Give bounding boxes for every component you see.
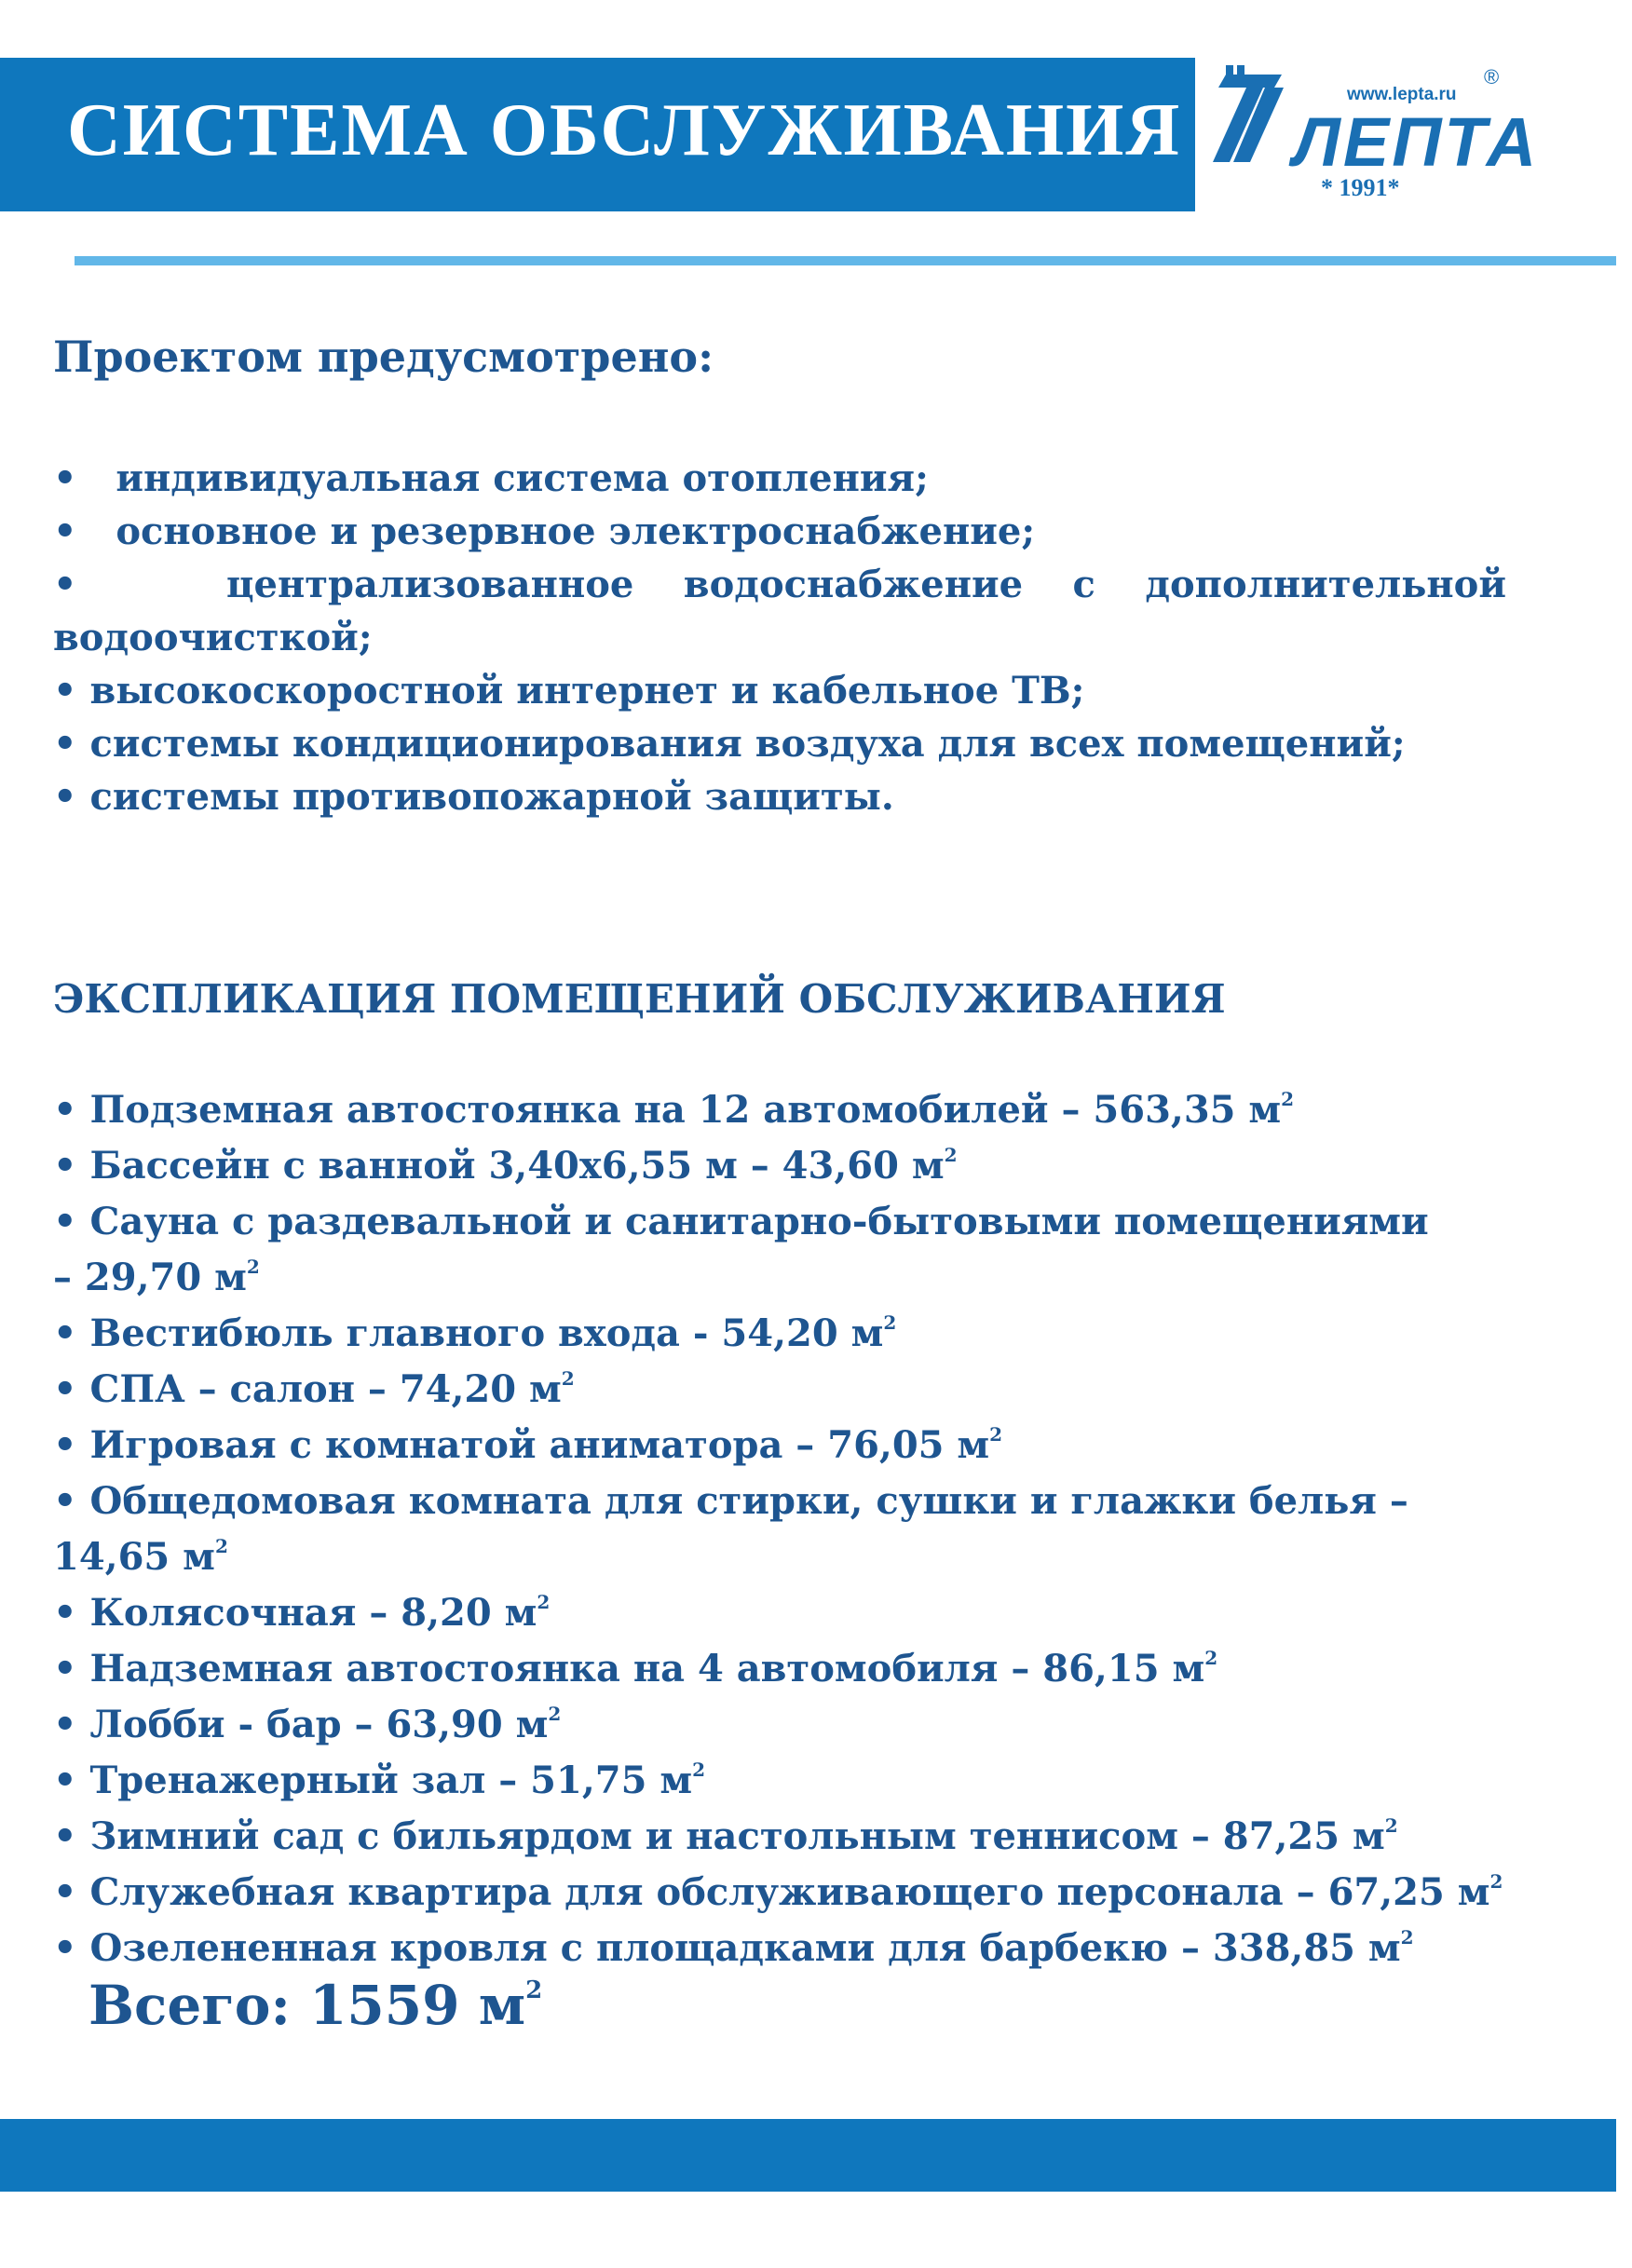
list-item: • индивидуальная система отопления;	[53, 456, 929, 500]
list-item: • Служебная квартира для обслуживающего персонала – 67,25 $м^2$	[53, 1870, 1503, 1914]
logo-year: * 1991*	[1321, 174, 1400, 201]
list-item: • Надземная автостоянка на 4 автомобиля – 86,15 $м^2$	[53, 1647, 1218, 1691]
list-item: • системы противопожарной защиты.	[53, 775, 894, 819]
list-item: • Тренажерный зал – 51,75 $м^2$	[53, 1759, 706, 1802]
list-item: • основное и резервное электроснабжение;	[53, 509, 1036, 553]
list-item: • Зимний сад с бильярдом и настольным теннисом – 87,25 $м^2$	[53, 1814, 1398, 1858]
list-item: • Озелененная кровля с площадками для барбекю – 338,85 $м^2$	[53, 1926, 1414, 1970]
total-area: Всего: 1559 $м^2$	[88, 1974, 543, 2037]
list-item: • Колясочная – 8,20 $м^2$	[53, 1591, 551, 1635]
list-item: • Бассейн с ванной 3,40х6,55 м – 43,60 $м^2$	[53, 1144, 958, 1188]
header-divider	[75, 256, 1616, 265]
section-heading-rooms: ЭКСПЛИКАЦИЯ ПОМЕЩЕНИЙ ОБСЛУЖИВАНИЯ	[53, 976, 1226, 1022]
page-title: СИСТЕМА ОБСЛУЖИВАНИЯ	[67, 89, 1182, 171]
registered-mark: ®	[1484, 65, 1500, 88]
list-item: • Лобби - бар – 63,90 $м^2$	[53, 1703, 562, 1746]
list-item: • СПА – салон – 74,20 $м^2$	[53, 1367, 575, 1411]
list-item: • Сауна с раздевальной и санитарно-бытовыми помещениями – 29,70 $м^2$	[53, 1200, 1429, 1299]
logo-wordmark: ЛЕПТА	[1293, 103, 1540, 181]
section-heading-features: Проектом предусмотрено:	[53, 332, 714, 382]
list-item: • Игровая с комнатой аниматора – 76,05 $м^2$	[53, 1423, 1003, 1467]
list-item: • высокоскоростной интернет и кабельное ТВ;	[53, 669, 1085, 713]
list-item: • централизованное водоснабжение с дополнительной водоочисткой;	[53, 563, 1506, 659]
list-item: • Общедомовая комната для стирки, сушки и глажки белья – 14,65 $м^2$	[53, 1479, 1408, 1579]
list-item: • Подземная автостоянка на 12 автомобилей – 563,35 $м^2$	[53, 1088, 1295, 1132]
rooms-list	[53, 1082, 1581, 1976]
company-logo	[1209, 60, 1540, 218]
footer-bar	[0, 2119, 1616, 2192]
list-item: • системы кондиционирования воздуха для всех помещений;	[53, 722, 1406, 766]
features-list	[53, 452, 1506, 823]
logo-url: www.lepta.ru	[1347, 85, 1457, 104]
list-item: • Вестибюль главного входа - 54,20 $м^2$	[53, 1311, 897, 1355]
